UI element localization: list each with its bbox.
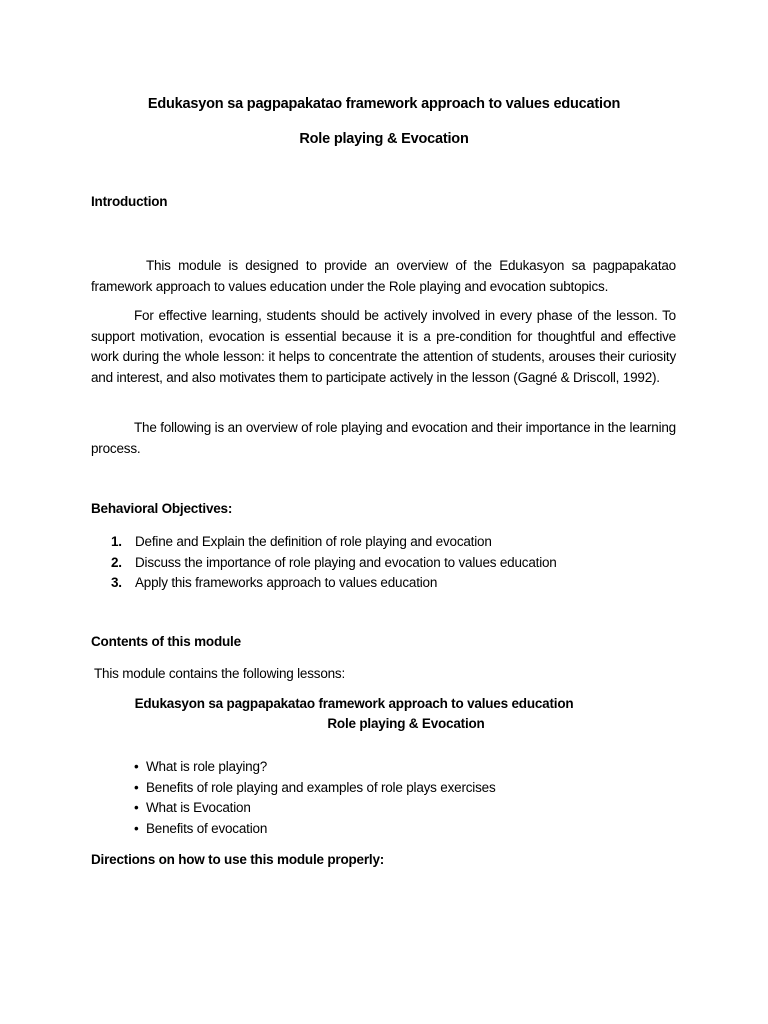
topic-item bbox=[134, 819, 496, 840]
objectives-heading: Behavioral Objectives: bbox=[91, 501, 233, 516]
objectives-list bbox=[111, 532, 557, 594]
topic-text: What is Evocation bbox=[146, 800, 251, 815]
topic-item bbox=[134, 798, 496, 819]
objective-number: 1. bbox=[111, 534, 122, 549]
topic-text: What is role playing? bbox=[146, 759, 268, 774]
document-subtitle: Role playing & Evocation bbox=[299, 131, 469, 147]
objective-number: 3. bbox=[111, 575, 122, 590]
objective-text: Discuss the importance of role playing and evocation to values education bbox=[135, 554, 557, 570]
document-title: Edukasyon sa pagpapakatao framework approach to values education bbox=[147, 96, 621, 112]
topic-text: Benefits of role playing and examples of role plays exercises bbox=[146, 779, 496, 795]
bullet-icon: • bbox=[134, 759, 139, 774]
directions-heading: Directions on how to use this module properly: bbox=[91, 852, 385, 867]
bullet-icon: • bbox=[134, 800, 139, 815]
objective-item bbox=[111, 532, 557, 553]
topic-text: Benefits of evocation bbox=[146, 820, 268, 836]
introduction-heading: Introduction bbox=[91, 194, 168, 209]
topic-item bbox=[134, 778, 496, 799]
objective-item bbox=[111, 573, 557, 594]
topics-list bbox=[134, 757, 496, 839]
objective-text: Define and Explain the definition of role playing and evocation bbox=[135, 534, 492, 549]
introduction-paragraph: This module is designed to provide an overview of the Edukasyon sa pagpapakatao framework approach to values education under the Role playing and evocation subtopics. bbox=[91, 258, 676, 294]
introduction-paragraph: The following is an overview of role playing and evocation and their importance in the learning process. bbox=[91, 420, 676, 456]
contents-intro: This module contains the following lessons: bbox=[94, 666, 346, 681]
lesson-title: Edukasyon sa pagpapakatao framework approach to values education bbox=[134, 696, 574, 711]
topic-item bbox=[134, 757, 496, 778]
objective-item bbox=[111, 553, 557, 574]
objective-number: 2. bbox=[111, 554, 122, 570]
bullet-icon: • bbox=[134, 820, 139, 836]
bullet-icon: • bbox=[134, 779, 139, 795]
lesson-subtitle: Role playing & Evocation bbox=[327, 716, 485, 731]
objective-text: Apply this frameworks approach to values education bbox=[135, 575, 438, 590]
contents-heading: Contents of this module bbox=[91, 634, 241, 649]
introduction-paragraph: For effective learning, students should be actively involved in every phase of the lesson. To support motivation, evocation is essential because it is a pre-condition for thoughtful and effective work during the whole lesson: it helps to concentrate the attention of students, arouses their curiosity and interest, and also motivates them to participate actively in the lesson (Gagné & Driscoll, 1992). bbox=[91, 308, 676, 385]
